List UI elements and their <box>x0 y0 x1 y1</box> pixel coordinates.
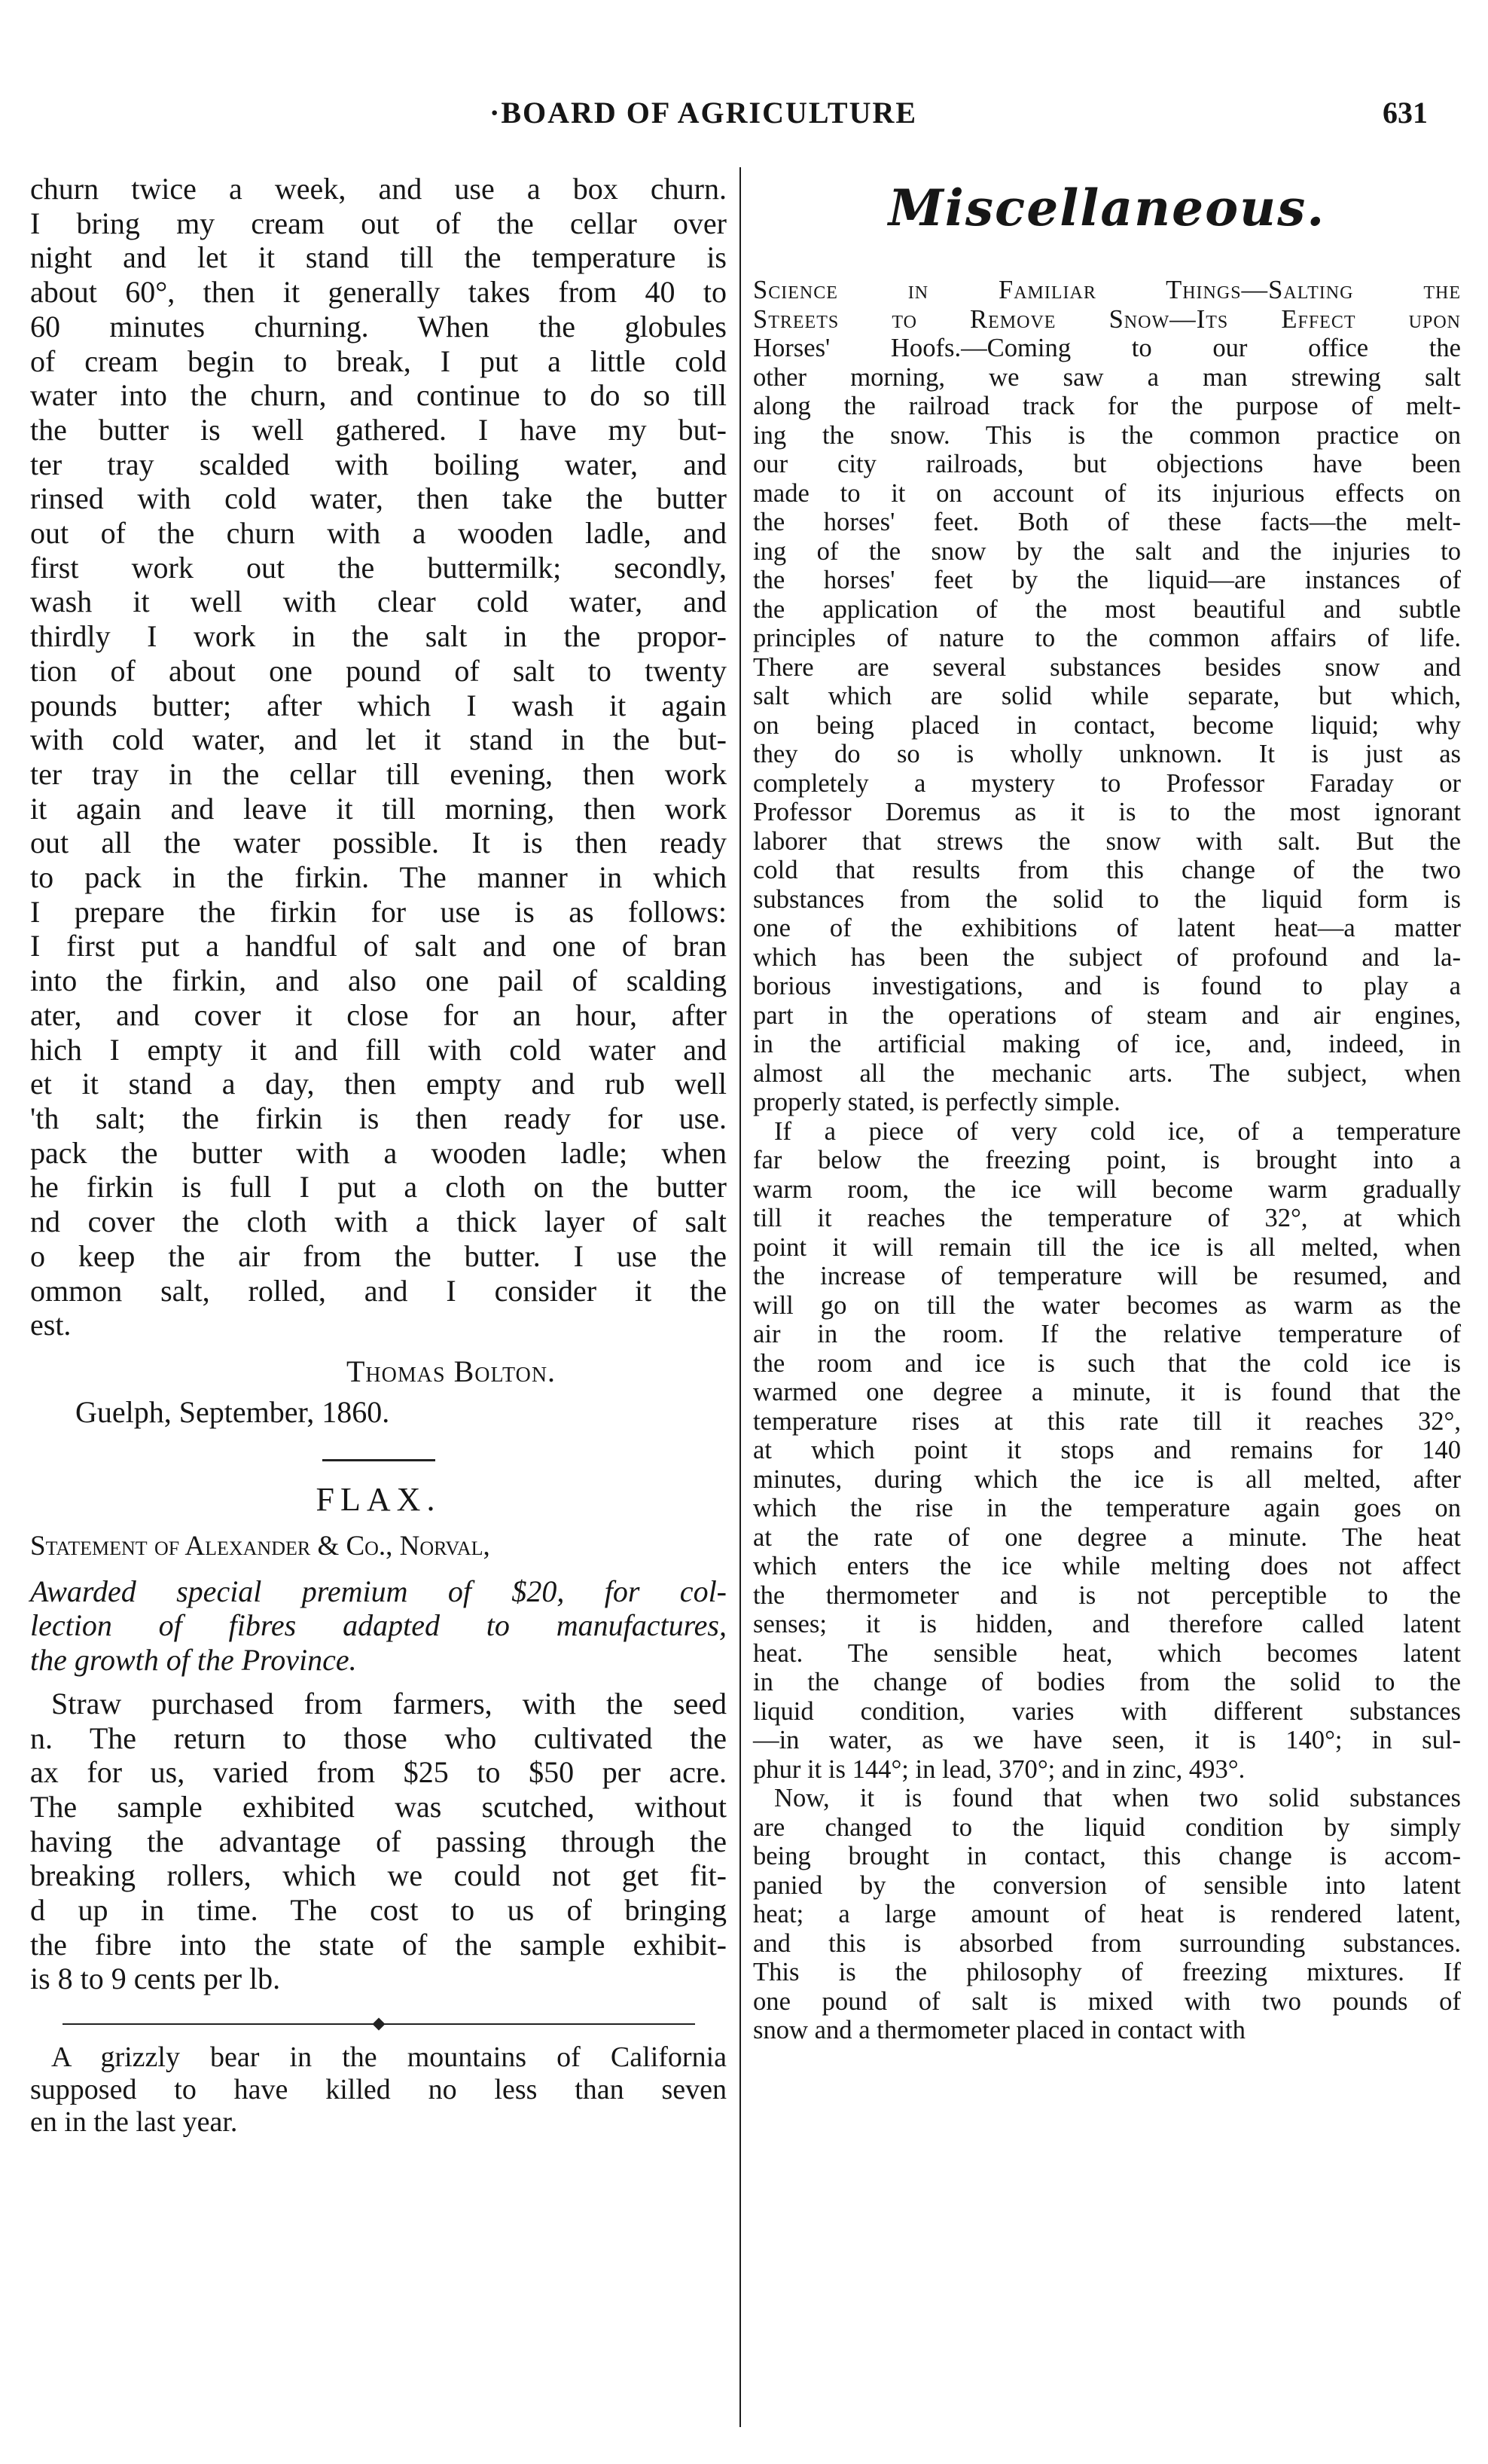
section-divider <box>322 1459 435 1461</box>
text-line: heat; a large amount of heat is rendered latent, <box>753 1900 1461 1928</box>
text-line: water into the churn, and continue to do so till <box>30 378 727 413</box>
text-line: 'th salt; the firkin is then ready for use. <box>30 1101 727 1135</box>
text-line: point it will remain till the ice is all melted, when <box>753 1232 1461 1262</box>
bear-note <box>30 2041 727 2139</box>
ornament-divider <box>63 2023 695 2025</box>
text-line: along the railroad track for the purpose of melt- <box>753 392 1461 420</box>
text-line: senses; it is hidden, and therefore called latent <box>753 1610 1461 1638</box>
text-line: The sample exhibited was scutched, without <box>30 1789 727 1824</box>
text-line: temperature rises at this rate till it reaches 32°, <box>753 1406 1461 1436</box>
text-line: far below the freezing point, is brought into a <box>753 1146 1461 1174</box>
text-line: ing the snow. This is the common practice on <box>753 420 1461 450</box>
letter-text <box>30 172 727 1342</box>
text-line: warm room, the ice will become warm gradually <box>753 1174 1461 1204</box>
text-line: which the rise in the temperature again goes on <box>753 1494 1461 1522</box>
text-line: laborer that strews the snow with salt. But the <box>753 826 1461 856</box>
text-line: panied by the conversion of sensible into latent <box>753 1870 1461 1900</box>
award-text <box>30 1574 727 1678</box>
text-line: wash it well with clear cold water, and <box>30 585 727 619</box>
text-line: will go on till the water becomes as warm as the <box>753 1290 1461 1320</box>
text-line: first work out the buttermilk; secondly, <box>30 550 727 585</box>
dateline: Guelph, September, 1860. <box>75 1394 390 1429</box>
text-line: he firkin is full I put a cloth on the butter <box>30 1170 727 1205</box>
left-column <box>30 172 727 2139</box>
text-line: out all the water possible. It is then ready <box>30 826 727 860</box>
text-line: thirdly I work in the salt in the propor- <box>30 619 727 654</box>
text-line: ing of the snow by the salt and the injuries to <box>753 536 1461 566</box>
page-number: 631 <box>1383 96 1428 130</box>
text-line: ommon salt, rolled, and I consider it the <box>30 1273 727 1308</box>
text-line: borious investigations, and is found to play a <box>753 972 1461 1000</box>
text-line: one pound of salt is mixed with two pounds of <box>753 1986 1461 2016</box>
text-line: which has been the subject of profound and la- <box>753 942 1461 972</box>
text-line: I first put a handful of salt and one of bran <box>30 929 727 963</box>
text-line: completely a mystery to Professor Faraday or <box>753 768 1461 798</box>
text-line: they do so is wholly unknown. It is just as <box>753 740 1461 768</box>
text-line: it again and leave it till morning, then work <box>30 791 727 826</box>
text-line: night and let it stand till the temperature is <box>30 240 727 275</box>
text-line: churn twice a week, and use a box churn. <box>30 172 727 206</box>
section-heading-flax: FLAX. <box>316 1481 441 1519</box>
right-column <box>753 172 1461 2045</box>
text-line: hich I empty it and fill with cold water and <box>30 1032 727 1067</box>
text-line: the increase of temperature will be resumed, and <box>753 1262 1461 1290</box>
text-line: at the rate of one degree a minute. The heat <box>753 1522 1461 1552</box>
text-line: which enters the ice while melting does not affect <box>753 1552 1461 1580</box>
text-line: Streets to Remove Snow—Its Effect upon <box>753 304 1461 334</box>
text-line: substances from the solid to the liquid form is <box>753 884 1461 914</box>
text-line: If a piece of very cold ice, of a temperature <box>774 1116 1461 1146</box>
text-line: liquid condition, varies with different substances <box>753 1696 1461 1726</box>
text-line: properly stated, is perfectly simple. <box>753 1088 1121 1116</box>
text-line: Awarded special premium of $20, for col- <box>30 1574 727 1608</box>
text-line: d up in time. The cost to us of bringing <box>30 1893 727 1928</box>
text-line: in the artificial making of ice, and, indeed, in <box>753 1030 1461 1058</box>
text-line: with cold water, and let it stand in the but- <box>30 722 727 757</box>
text-line: principles of nature to the common affairs of life. <box>753 624 1461 652</box>
text-line: the fibre into the state of the sample exhibit- <box>30 1927 727 1962</box>
text-line: the horses' feet. Both of these facts—the melt- <box>753 508 1461 536</box>
text-line: Professor Doremus as it is to the most ignorant <box>753 798 1461 826</box>
running-head <box>0 95 1488 140</box>
text-line: —in water, as we have seen, it is 140°; in sul- <box>753 1726 1461 1754</box>
text-line: almost all the mechanic arts. The subject, when <box>753 1058 1461 1088</box>
text-line: on being placed in contact, become liquid; why <box>753 710 1461 740</box>
text-line: air in the room. If the relative temperature of <box>753 1320 1461 1348</box>
text-line: warmed one degree a minute, it is found that the <box>753 1378 1461 1406</box>
text-line: ter tray scalded with boiling water, and <box>30 447 727 481</box>
text-line: ax for us, varied from $25 to $50 per acre. <box>30 1755 727 1790</box>
article-paragraph-2 <box>753 1117 1461 1785</box>
text-line: et it stand a day, then empty and rub well <box>30 1067 727 1101</box>
text-line: ater, and cover it close for an hour, after <box>30 997 727 1032</box>
text-line: to pack in the firkin. The manner in which <box>30 860 727 895</box>
text-line: en in the last year. <box>30 2106 238 2139</box>
text-line: about 60°, then it generally takes from 40 to <box>30 275 727 310</box>
text-line: into the firkin, and also one pail of scalding <box>30 963 727 998</box>
statement-title: Statement of Alexander & Co., Norval, <box>30 1531 490 1562</box>
text-line: nd cover the cloth with a thick layer of salt <box>30 1205 727 1239</box>
article-paragraph-1 <box>753 276 1461 1117</box>
text-line: n. The return to those who cultivated the <box>30 1721 727 1755</box>
text-line: till it reaches the temperature of 32°, at which <box>753 1204 1461 1232</box>
text-line: is 8 to 9 cents per lb. <box>30 1962 281 1996</box>
text-line: pack the butter with a wooden ladle; when <box>30 1135 727 1170</box>
text-line: in the change of bodies from the solid to the <box>753 1668 1461 1696</box>
text-line: lection of fibres adapted to manufactures, <box>30 1608 727 1643</box>
text-line: heat. The sensible heat, which becomes latent <box>753 1638 1461 1668</box>
text-line: the butter is well gathered. I have my but- <box>30 412 727 447</box>
text-line: other morning, we saw a man strewing salt <box>753 362 1461 392</box>
text-line: A grizzly bear in the mountains of California <box>51 2041 727 2074</box>
text-line: Horses' Hoofs.—Coming to our office the <box>753 334 1461 362</box>
text-line: of cream begin to break, I put a little cold <box>30 343 727 378</box>
text-line: Now, it is found that when two solid substances <box>774 1784 1461 1812</box>
section-heading-miscellaneous: Miscellaneous. <box>888 179 1326 237</box>
column-rule <box>739 167 741 2427</box>
text-line: snow and a thermometer placed in contact with <box>753 2016 1246 2044</box>
text-line: the horses' feet by the liquid—are instances of <box>753 566 1461 594</box>
text-line: Straw purchased from farmers, with the seed <box>51 1686 727 1721</box>
text-line: out of the churn with a wooden ladle, and <box>30 516 727 551</box>
text-line: Science in Familiar Things—Salting the <box>753 276 1461 304</box>
text-line: est. <box>30 1308 72 1342</box>
text-line: and this is absorbed from surrounding substances. <box>753 1928 1461 1958</box>
text-line: rinsed with cold water, then take the butter <box>30 481 727 516</box>
signature: Thomas Bolton. <box>346 1354 556 1388</box>
text-line: pounds butter; after which I wash it again <box>30 688 727 722</box>
text-line: the growth of the Province. <box>30 1643 357 1678</box>
text-line: are changed to the liquid condition by simply <box>753 1812 1461 1842</box>
text-line: our city railroads, but objections have been <box>753 450 1461 478</box>
article-paragraph-3 <box>753 1784 1461 2045</box>
text-line: being brought in contact, this change is accom- <box>753 1842 1461 1870</box>
text-line: the room and ice is such that the cold ice is <box>753 1348 1461 1378</box>
text-line: This is the philosophy of freezing mixtures. If <box>753 1958 1461 1986</box>
text-line: ter tray in the cellar till evening, then work <box>30 756 727 791</box>
text-line: one of the exhibitions of latent heat—a matter <box>753 914 1461 942</box>
text-line: minutes, during which the ice is all melted, after <box>753 1464 1461 1494</box>
text-line: tion of about one pound of salt to twenty <box>30 653 727 688</box>
text-line: at which point it stops and remains for 140 <box>753 1436 1461 1464</box>
flax-text <box>30 1687 727 1996</box>
text-line: o keep the air from the butter. I use the <box>30 1238 727 1273</box>
text-line: breaking rollers, which we could not get fit- <box>30 1858 727 1893</box>
text-line: salt which are solid while separate, but which, <box>753 682 1461 710</box>
running-title: ·BOARD OF AGRICULTURE <box>489 96 918 130</box>
text-line: I prepare the firkin for use is as follows: <box>30 894 727 929</box>
text-line: cold that results from this change of the two <box>753 856 1461 884</box>
text-line: There are several substances besides snow and <box>753 652 1461 682</box>
text-line: phur it is 144°; in lead, 370°; and in zinc, 493°. <box>753 1754 1246 1784</box>
text-line: 60 minutes churning. When the globules <box>30 309 727 343</box>
text-line: I bring my cream out of the cellar over <box>30 206 727 240</box>
text-line: the application of the most beautiful and subtle <box>753 594 1461 624</box>
text-line: supposed to have killed no less than seven <box>30 2074 727 2106</box>
text-line: part in the operations of steam and air engines, <box>753 1000 1461 1030</box>
text-line: having the advantage of passing through the <box>30 1824 727 1858</box>
text-line: the thermometer and is not perceptible to the <box>753 1580 1461 1610</box>
text-line: made to it on account of its injurious effects on <box>753 478 1461 508</box>
